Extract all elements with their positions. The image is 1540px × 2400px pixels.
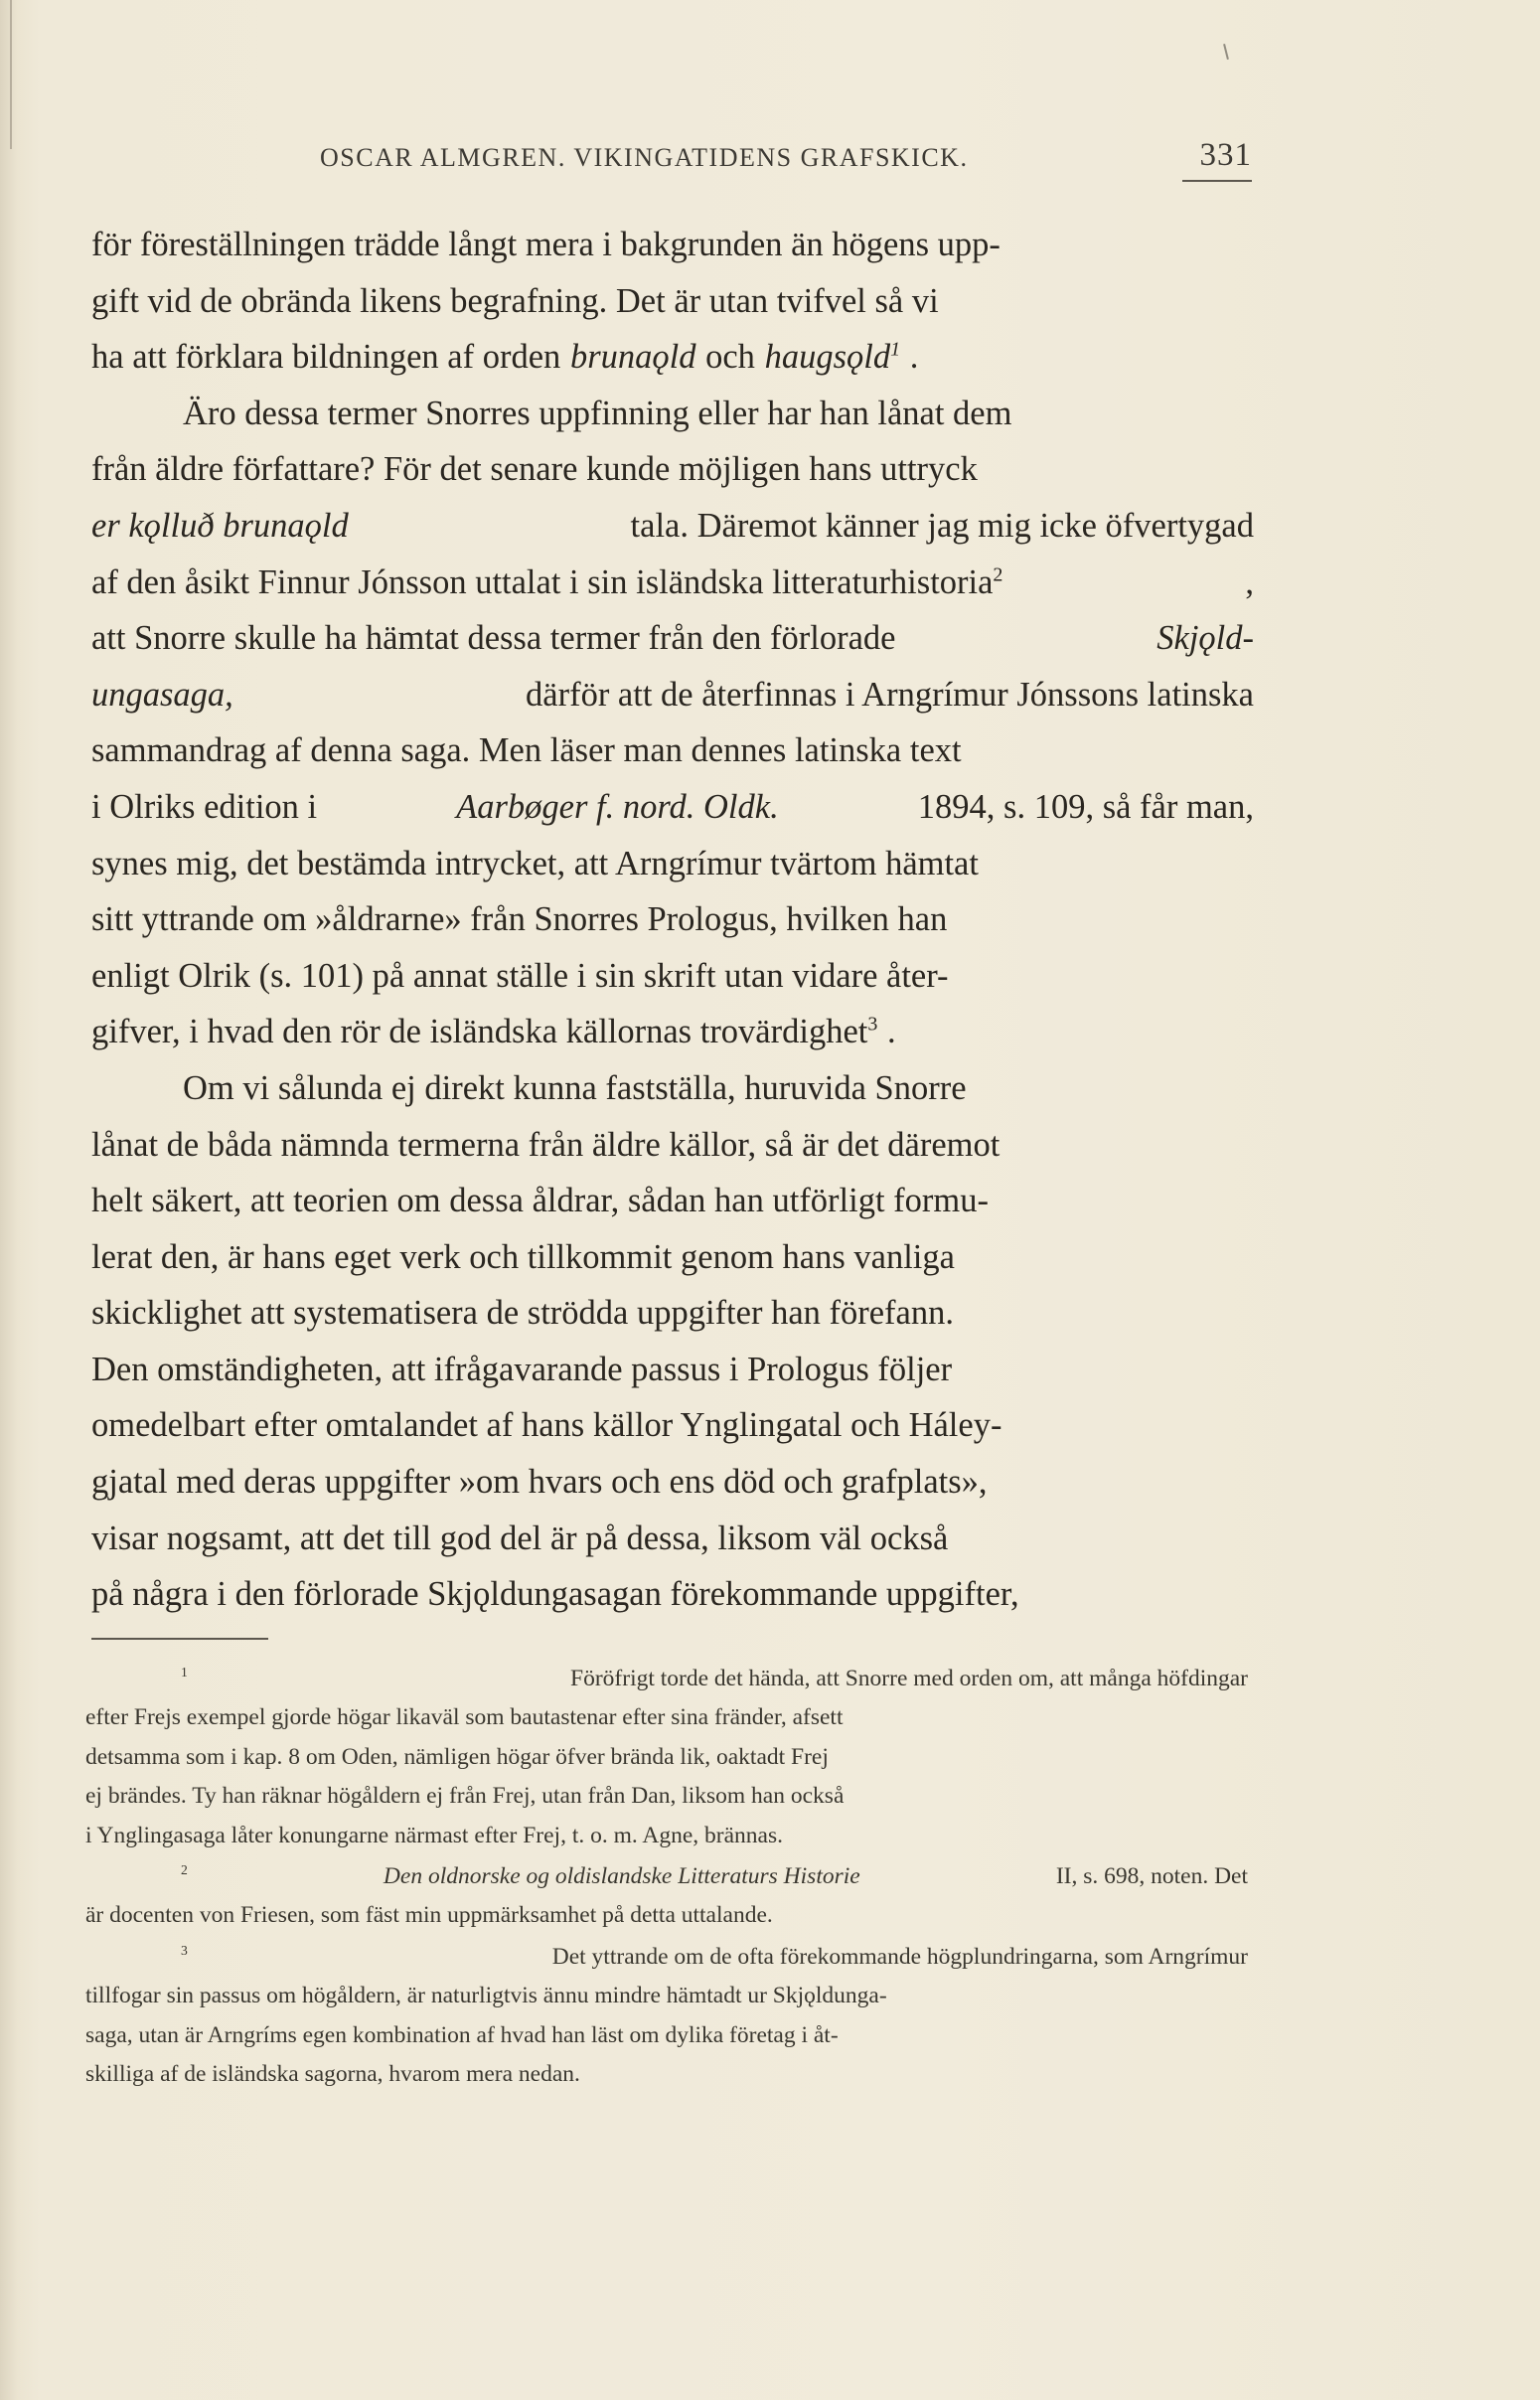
text-line (91, 386, 1254, 442)
segment-text: enligt Olrik (s. 101) på annat ställe i sin skrift utan vidare åter- (91, 956, 949, 995)
segment-text: haugsǫld (764, 338, 891, 377)
text-segment (85, 2055, 580, 2094)
text-line (91, 1566, 1254, 1623)
text-line (91, 329, 1254, 386)
text-segment (85, 2016, 839, 2055)
note-reference: 2 (181, 1862, 188, 1878)
text-line (91, 722, 1254, 779)
text-segment (91, 217, 1001, 273)
text-segment (91, 1004, 877, 1060)
segment-text: II, s. 698, noten. Det (1055, 1862, 1248, 1889)
text-segment (887, 1004, 896, 1060)
page-number: 331 (1199, 137, 1252, 173)
text-segment (552, 1938, 1248, 1977)
text-segment (85, 1738, 829, 1777)
segment-text: ej brändes. Ty han räknar högåldern ej från Frej, utan från Dan, liksom han också (85, 1783, 845, 1810)
footnote-line (85, 2016, 1248, 2055)
italic-text-segment (456, 779, 779, 836)
segment-text: Om vi sålunda ej direkt kunna fastställa, huruvida Snorre (183, 1068, 967, 1107)
footnote-line (85, 1698, 1248, 1737)
text-line (91, 1004, 1254, 1060)
segment-text: sitt yttrande om »åldrarne» från Snorres Prologus, hvilken han (91, 900, 948, 939)
text-segment (85, 1817, 783, 1855)
text-segment (85, 1977, 887, 2015)
text-line (91, 1229, 1254, 1286)
text-segment (910, 329, 919, 386)
segment-text: Äro dessa termer Snorres uppfinning eller har han lånat dem (183, 394, 1012, 432)
italic-text-segment (570, 329, 696, 386)
text-line (91, 1173, 1254, 1229)
text-segment (85, 1896, 773, 1935)
segment-text: Den oldnorske og oldislandske Litteraturs Historie (383, 1862, 860, 1889)
text-segment (91, 441, 978, 498)
note-reference: 3 (867, 1013, 878, 1036)
footnote-line (85, 1896, 1248, 1935)
text-line (91, 667, 1254, 723)
segment-text: , (1245, 562, 1254, 601)
segment-text: af den åsikt Finnur Jónsson uttalat i sin isländska litteraturhistoria (91, 562, 994, 601)
segment-text: Det yttrande om de ofta förekommande högplundringarna, som Arngrímur (551, 1943, 1248, 1970)
text-segment (91, 836, 979, 892)
footnotes (85, 1660, 1248, 2094)
segment-text: och (705, 338, 755, 377)
text-line (91, 273, 1254, 330)
footnote-line (85, 1738, 1248, 1777)
italic-text-segment (765, 329, 901, 386)
segment-text: helt säkert, att teorien om dessa åldrar, sådan han utförligt formu- (91, 1182, 989, 1220)
segment-text: Föröfrigt torde det hända, att Snorre med orden om, att många höfdingar (570, 1666, 1248, 1691)
segment-text: . (909, 338, 919, 377)
segment-text: omedelbart efter omtalandet af hans källor Ynglingatal och Háley- (91, 1406, 1002, 1445)
footnote-line (85, 1817, 1248, 1855)
stray-ink-mark (1223, 44, 1229, 60)
text-segment (91, 610, 895, 667)
segment-text: i Ynglingasaga låter konungarne närmast efter Frej, t. o. m. Agne, brännas. (85, 1822, 783, 1848)
note-reference: 1 (890, 338, 901, 361)
text-segment (1056, 1857, 1248, 1896)
italic-text-segment (91, 498, 349, 555)
text-segment (91, 1511, 948, 1567)
segment-text: synes mig, det bestämda intrycket, att Arngrímur tvärtom hämtat (91, 844, 979, 882)
segment-text: att Snorre skulle ha hämtat dessa termer från den förlorade (91, 619, 896, 658)
segment-text: för föreställningen trädde långt mera i bakgrunden än högens upp- (91, 226, 1001, 263)
segment-text: sammandrag af denna saga. Men läser man dennes latinska text (91, 731, 962, 770)
text-line (91, 836, 1254, 892)
segment-text: på några i den förlorade Skjǫldungasagan förekommande uppgifter, (91, 1575, 1019, 1614)
italic-text-segment (384, 1857, 860, 1896)
segment-text: . (887, 1013, 896, 1051)
text-segment (91, 779, 317, 836)
segment-text: är docenten von Friesen, som fäst min uppmärksamhet på detta uttalande. (85, 1902, 773, 1929)
text-segment (85, 1698, 844, 1737)
text-segment (91, 1285, 954, 1342)
footnote-line (85, 1938, 1248, 1977)
text-line (91, 441, 1254, 498)
segment-text: därför att de återfinnas i Arngrímur Jónssons latinska (526, 675, 1254, 714)
text-line (91, 498, 1254, 555)
note-reference: 2 (993, 563, 1003, 586)
segment-text: 1894, s. 109, så får man, (917, 787, 1254, 826)
text-segment (526, 667, 1254, 723)
text-segment (183, 1060, 967, 1117)
segment-text: gjatal med deras uppgifter »om hvars och ens död och grafplats», (91, 1463, 988, 1502)
segment-text: visar nogsamt, att det till god del är på dessa, liksom väl också (91, 1519, 949, 1557)
text-segment (91, 1229, 955, 1286)
segment-text: gift vid de obrända likens begrafning. Det är utan tvifvel så vi (91, 281, 939, 320)
segment-text: skilliga af de isländska sagorna, hvarom mera nedan. (85, 2060, 580, 2087)
footnote-line (85, 1777, 1248, 1816)
segment-text: lånat de båda nämnda termerna från äldre källor, så är det däremot (91, 1125, 1001, 1164)
text-segment (705, 329, 755, 386)
segment-text: från äldre författare? För det senare kunde möjligen hans uttryck (91, 450, 978, 489)
text-line (91, 891, 1254, 948)
text-segment (85, 1777, 844, 1816)
header-rule (1182, 180, 1252, 182)
text-line (91, 1454, 1254, 1511)
text-segment (570, 1660, 1248, 1698)
text-line (91, 1511, 1254, 1567)
text-segment (91, 1117, 1000, 1174)
footnote-separator (91, 1638, 268, 1640)
text-segment (1245, 555, 1254, 611)
segment-text: i Olriks edition i (91, 787, 318, 826)
segment-text: Den omständigheten, att ifrågavarande passus i Prologus följer (91, 1350, 953, 1388)
text-line (91, 779, 1254, 836)
text-line (91, 1285, 1254, 1342)
segment-text: skicklighet att systematisera de strödda uppgifter han förefann. (91, 1294, 954, 1333)
segment-text: lerat den, är hans eget verk och tillkommit genom hans vanliga (91, 1237, 955, 1276)
footnote-line (85, 1857, 1248, 1896)
text-segment (181, 1938, 188, 1977)
text-line (91, 217, 1254, 273)
footnote-line (85, 1977, 1248, 2015)
text-line (91, 948, 1254, 1005)
text-segment (91, 722, 962, 779)
segment-text: ha att förklara bildningen af orden (91, 338, 561, 377)
text-segment (183, 386, 1011, 442)
note-reference: 3 (181, 1942, 188, 1958)
running-head-text: OSCAR ALMGREN. VIKINGATIDENS GRAFSKICK. (320, 143, 969, 172)
text-segment (181, 1660, 188, 1698)
segment-text: detsamma som i kap. 8 om Oden, nämligen högar öfver brända lik, oaktadt Frej (85, 1743, 829, 1770)
text-line (91, 1117, 1254, 1174)
running-header (320, 139, 1254, 179)
segment-text: tillfogar sin passus om högåldern, är naturligtvis ännu mindre hämtadt ur Skjǫldunga- (85, 1983, 887, 2009)
segment-text: ungasaga, (91, 675, 233, 714)
body-text (91, 217, 1254, 1623)
text-segment (91, 1397, 1001, 1454)
text-line (91, 1060, 1254, 1117)
text-line (91, 1342, 1254, 1398)
segment-text: brunaǫld (569, 338, 696, 377)
text-line (91, 1397, 1254, 1454)
segment-text: Aarbøger f. nord. Oldk. (456, 787, 779, 826)
text-segment (91, 1342, 952, 1398)
text-segment (91, 555, 1002, 611)
text-segment (181, 1857, 188, 1896)
segment-text: er kǫlluð brunaǫld (91, 506, 349, 545)
italic-text-segment (1156, 610, 1254, 667)
text-segment (91, 948, 949, 1005)
text-line (91, 555, 1254, 611)
footnote-line (85, 1660, 1248, 1698)
binding-gutter-shadow (10, 0, 12, 149)
text-segment (918, 779, 1254, 836)
text-segment (91, 273, 939, 330)
text-line (91, 610, 1254, 667)
note-reference: 1 (181, 1665, 188, 1680)
italic-text-segment (91, 667, 233, 723)
segment-text: tala. Däremot känner jag mig icke öfvertygad (630, 506, 1254, 545)
text-segment (91, 1173, 989, 1229)
footnote-line (85, 2055, 1248, 2094)
text-segment (91, 329, 560, 386)
text-segment (631, 498, 1254, 555)
segment-text: Skjǫld- (1156, 619, 1254, 658)
segment-text: gifver, i hvad den rör de isländska källornas trovärdighet (91, 1013, 868, 1051)
text-segment (91, 1454, 988, 1511)
text-segment (91, 1566, 1019, 1623)
segment-text: saga, utan är Arngríms egen kombination af hvad han läst om dylika företag i åt- (85, 2021, 839, 2048)
segment-text: efter Frejs exempel gjorde högar likaväl som bautastenar efter sina fränder, afsett (85, 1704, 844, 1731)
text-segment (91, 891, 947, 948)
